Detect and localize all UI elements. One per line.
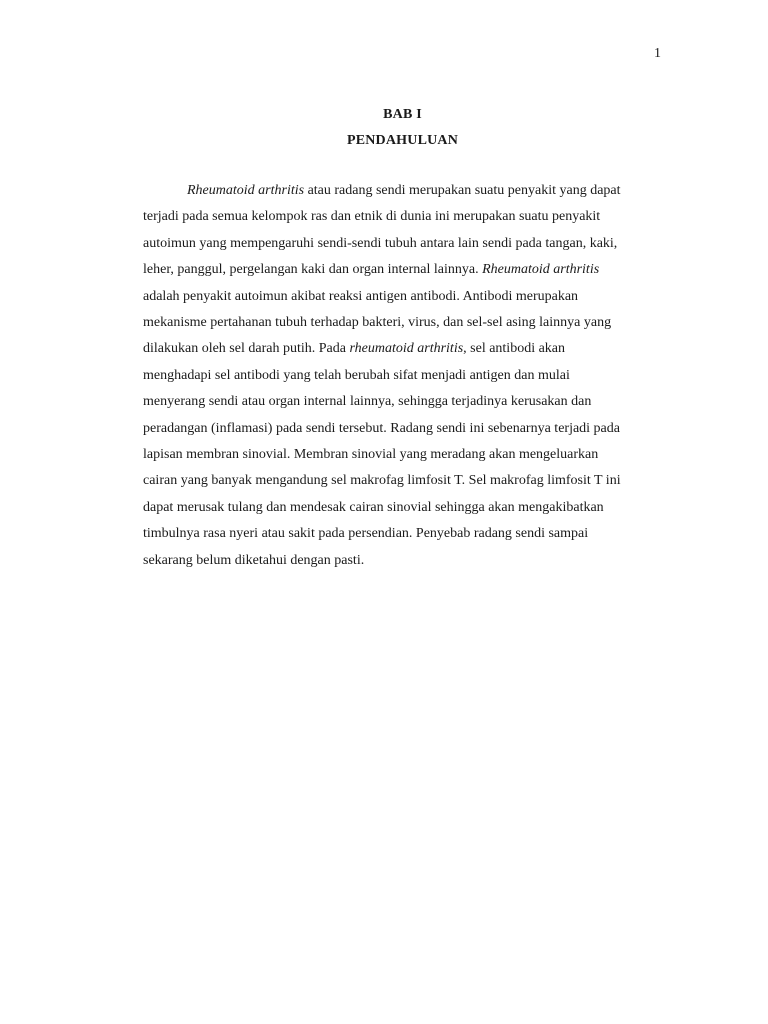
chapter-title: PENDAHULUAN (346, 133, 459, 148)
paragraph-line (143, 363, 663, 389)
italic-term: rheumatoid arthritis (349, 341, 464, 357)
paragraph-line (143, 204, 663, 230)
text-segment: menyerang sendi atau organ internal lainnya, sehingga terjadinya kerusakan dan (143, 394, 592, 410)
paragraph-line (143, 416, 663, 442)
italic-term: Rheumatoid arthritis (482, 262, 600, 278)
paragraph-line (143, 336, 663, 362)
paragraph-line (143, 284, 663, 310)
paragraph-line (143, 548, 663, 574)
text-segment: adalah penyakit autoimun akibat reaksi antigen antibodi. Antibodi merupakan (143, 288, 579, 304)
text-segment: menghadapi sel antibodi yang telah berubah sifat menjadi antigen dan mulai (143, 367, 570, 383)
text-segment: lapisan membran sinovial. Membran sinovial yang meradang akan mengeluarkan (143, 447, 599, 463)
page-number: 1 (654, 46, 661, 61)
text-segment: cairan yang banyak mengandung sel makrofag limfosit T. Sel makrofag limfosit T ini (143, 473, 621, 489)
body-paragraph (143, 178, 663, 574)
paragraph-line (143, 389, 663, 415)
paragraph-line (143, 310, 663, 336)
paragraph-line (143, 257, 663, 283)
paragraph-line (143, 468, 663, 494)
text-segment: atau radang sendi merupakan suatu penyakit yang dapat (304, 183, 621, 198)
text-segment: autoimun yang mempengaruhi sendi-sendi tubuh antara lain sendi pada tangan, kaki, (143, 235, 618, 251)
italic-term: Rheumatoid arthritis (187, 183, 305, 198)
paragraph-line (143, 442, 663, 468)
text-segment: sekarang belum diketahui dengan pasti. (143, 552, 365, 568)
paragraph-line (143, 231, 663, 257)
text-segment: dilakukan oleh sel darah putih. Pada (143, 341, 350, 357)
text-segment: leher, panggul, pergelangan kaki dan organ internal lainnya. (143, 262, 483, 278)
text-segment: mekanisme pertahanan tubuh terhadap bakteri, virus, dan sel-sel asing lainnya yang (143, 315, 612, 331)
paragraph-line (143, 521, 663, 547)
text-segment: , sel antibodi akan (463, 341, 566, 357)
text-segment: timbulnya rasa nyeri atau sakit pada persendian. Penyebab radang sendi sampai (143, 526, 589, 542)
text-segment: peradangan (inflamasi) pada sendi tersebut. Radang sendi ini sebenarnya terjadi pada (143, 420, 620, 436)
paragraph-line (143, 495, 663, 521)
text-segment: dapat merusak tulang dan mendesak cairan sinovial sehingga akan mengakibatkan (143, 499, 604, 515)
chapter-label: BAB I (383, 107, 422, 122)
text-segment: terjadi pada semua kelompok ras dan etnik di dunia ini merupakan suatu penyakit (143, 209, 601, 225)
paragraph-line (143, 178, 663, 204)
